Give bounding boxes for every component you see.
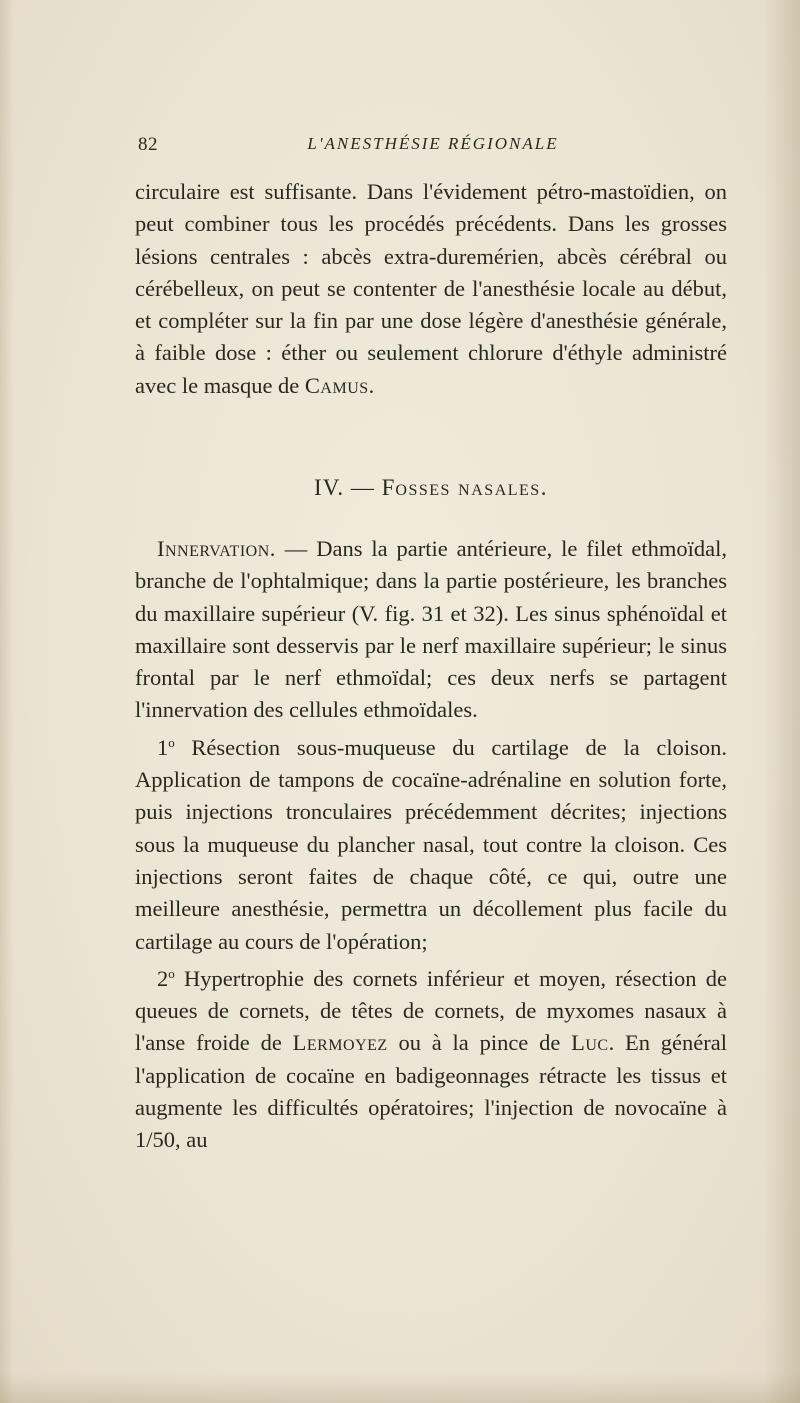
paragraph (135, 176, 727, 402)
running-head (138, 134, 728, 160)
page-shadow-left (0, 0, 14, 1403)
page-shadow-right (764, 0, 800, 1403)
item-text: Hypertrophie des cornets inférieur et moyen, résection de queues de cornets, de têtes de cornets, de myxomes nasaux à l'anse froide de (135, 965, 727, 1056)
section-heading (135, 475, 727, 501)
list-item (135, 958, 727, 1157)
section-title-rest: osses nasales. (395, 475, 548, 500)
opening-paragraph-block (135, 176, 727, 402)
innervation-paragraph (135, 533, 727, 727)
item-ordinal: o (168, 965, 175, 981)
item-text: ou à la pince de (387, 1030, 572, 1056)
innervation-label: Innervation. (157, 536, 276, 561)
author-name: Lermoyez (292, 1030, 388, 1056)
item-number: 1 (157, 734, 169, 760)
section-number: IV. — (314, 475, 382, 500)
page-shadow-bottom (0, 1373, 800, 1403)
item-text: . En général l'application de cocaïne en badigeonnages rétracte les tissus et augmente les difficultés opératoires; l'injection de novocaïne à 1/50, au (135, 1030, 727, 1153)
running-title: L'ANESTHÉSIE RÉGIONALE (307, 134, 559, 153)
item-ordinal: o (168, 734, 175, 750)
item-number: 2 (157, 965, 169, 991)
section-title-initial: F (381, 475, 396, 500)
item-text: Résection sous-muqueuse du cartilage de la cloison. Application de tampons de cocaïne-adrénaline en solution forte, puis injections tronculaires précédemment décrites; injections sous la muqueuse du plancher nasal, tout contre la cloison. Ces injections seront faites de chaque côté, ce qui, outre une meilleure anesthésie, permettra un décollement plus facile du cartilage au cours de l'opération; (135, 734, 727, 954)
page-number: 82 (138, 134, 158, 155)
innervation-text: — Dans la partie antérieure, le filet ethmoïdal, branche de l'ophtalmique; dans la partie postérieure, les branches du maxillaire supérieur (V. fig. 31 et 32). Les sinus sphénoïdal et maxillaire sont desservis par le nerf maxillaire supérieur; le sinus frontal par le nerf ethmoïdal; ces deux nerfs se partagent l'innervation des cellules ethmoïdales. (135, 536, 727, 723)
section-body (135, 533, 727, 1157)
paragraph-end: . (368, 372, 375, 398)
author-name: Camus (304, 372, 369, 398)
list-item (135, 727, 727, 958)
author-name: Luc (571, 1030, 609, 1056)
paragraph-text: circulaire est suffisante. Dans l'évidement pétro-mastoïdien, on peut combiner tous les procédés précédents. Dans les grosses lésions centrales : abcès extra-duremérien, abcès cérébral ou cérébelleux, on peut se contenter de l'anesthésie locale au début, et compléter sur la fin par une dose légère d'anesthésie générale, à faible dose : éther ou seulement chlorure d'éthyle administré avec le masque de (135, 179, 727, 398)
